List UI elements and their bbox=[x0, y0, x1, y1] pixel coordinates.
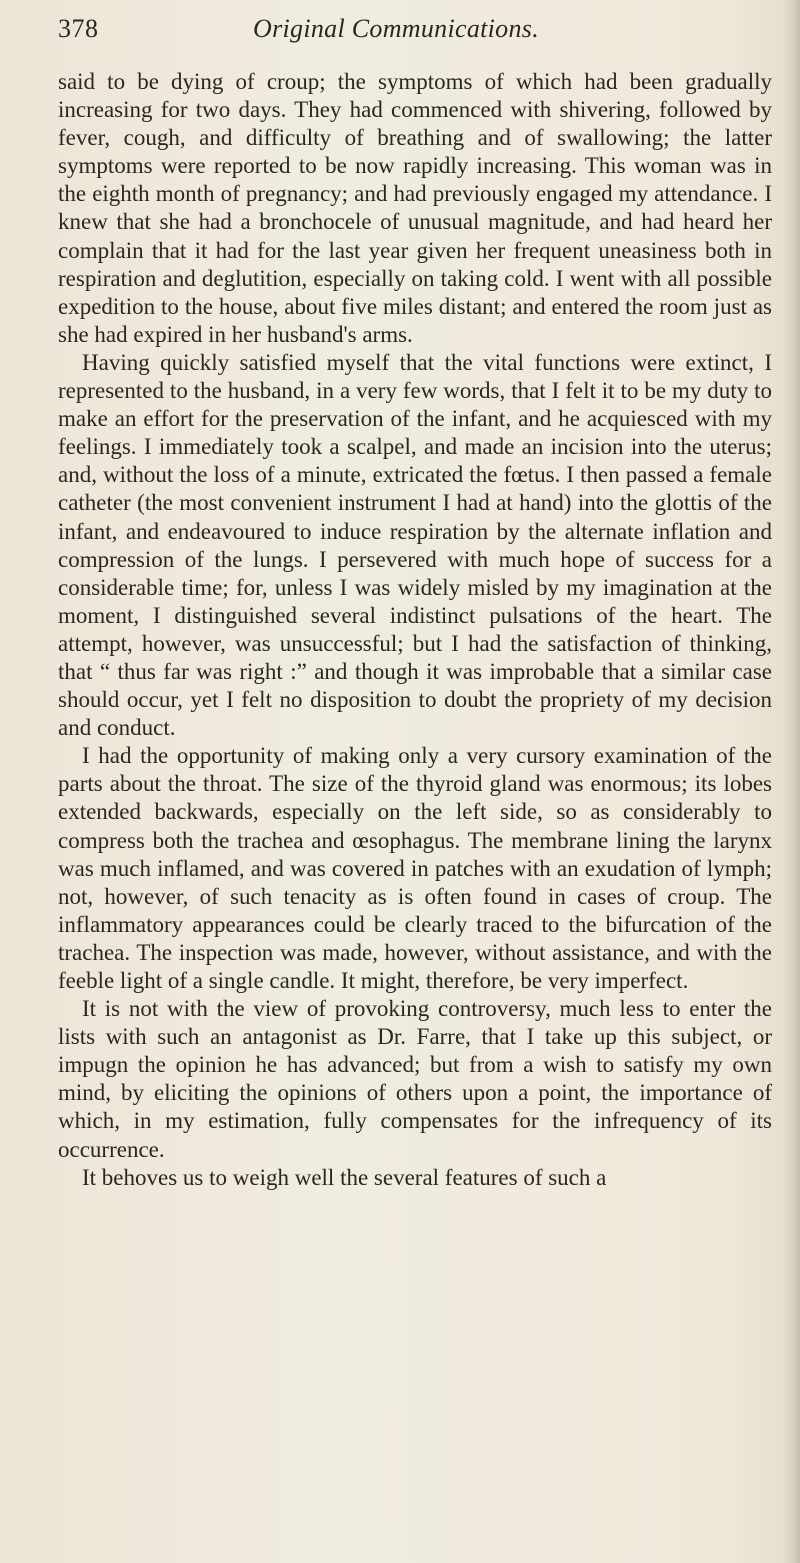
page-number: 378 bbox=[58, 14, 99, 43]
paragraph: Having quickly satisfied myself that the vital functions were extinct, I represented to the husband, in a very few words, that I felt it to be my duty to make an effort for the preservation of the infant, and he acquiesced with my feelings. I immediately took a scalpel, and made an incision into the uterus; and, without the loss of a minute, extricated the fœtus. I then passed a female catheter (the most convenient instrument I had at hand) into the glottis of the infant, and endeavoured to induce respiration by the alternate inflation and compression of the lungs. I persevered with much hope of success for a considerable time; for, unless I was widely misled by my imagination at the moment, I distinguished several indistinct pulsations of the heart. The attempt, however, was unsuccessful; but I had the satisfaction of thinking, that “ thus far was right :” and though it was improbable that a similar case should occur, yet I felt no disposition to doubt the propriety of my decision and conduct. bbox=[58, 349, 772, 741]
paragraph: I had the opportunity of making only a very cursory examination of the parts about the throat. The size of the thyroid gland was enormous; its lobes extended backwards, especially on the left side, so as considerably to compress both the trachea and œsophagus. The membrane lining the larynx was much inflamed, and was covered in patches with an exudation of lymph; not, however, of such tenacity as is often found in cases of croup. The inflammatory appearances could be clearly traced to the bifurcation of the trachea. The inspection was made, however, without assistance, and with the feeble light of a single candle. It might, therefore, be very imperfect. bbox=[58, 743, 772, 993]
paragraph: It is not with the view of provoking controversy, much less to enter the lists with such an antagonist as Dr. Farre, that I take up this subject, or impugn the opinion he has advanced; but from a wish to satisfy my own mind, by eliciting the opinions of others upon a point, the importance of which, in my estimation, fully compensates for the infrequency of its occurrence. bbox=[58, 996, 772, 1162]
body-text bbox=[58, 68, 772, 1192]
paragraph: said to be dying of croup; the symptoms of which had been gradually increasing for two days. They had commenced with shivering, followed by fever, cough, and difficulty of breathing and of swallowing; the latter symptoms were reported to be now rapidly increasing. This woman was in the eighth month of pregnancy; and had previously engaged my attendance. I knew that she had a bronchocele of unusual magnitude, and had heard her complain that it had for the last year given her frequent uneasiness both in respiration and deglutition, especially on taking cold. I went with all possible expedition to the house, about five miles distant; and entered the room just as she had expired in her husband's arms. bbox=[58, 69, 772, 347]
running-head: Original Communications. bbox=[253, 14, 539, 43]
page-header bbox=[58, 14, 758, 54]
paragraph: It behoves us to weigh well the several features of such a bbox=[82, 1164, 607, 1190]
page-edge-shadow bbox=[782, 0, 800, 1563]
